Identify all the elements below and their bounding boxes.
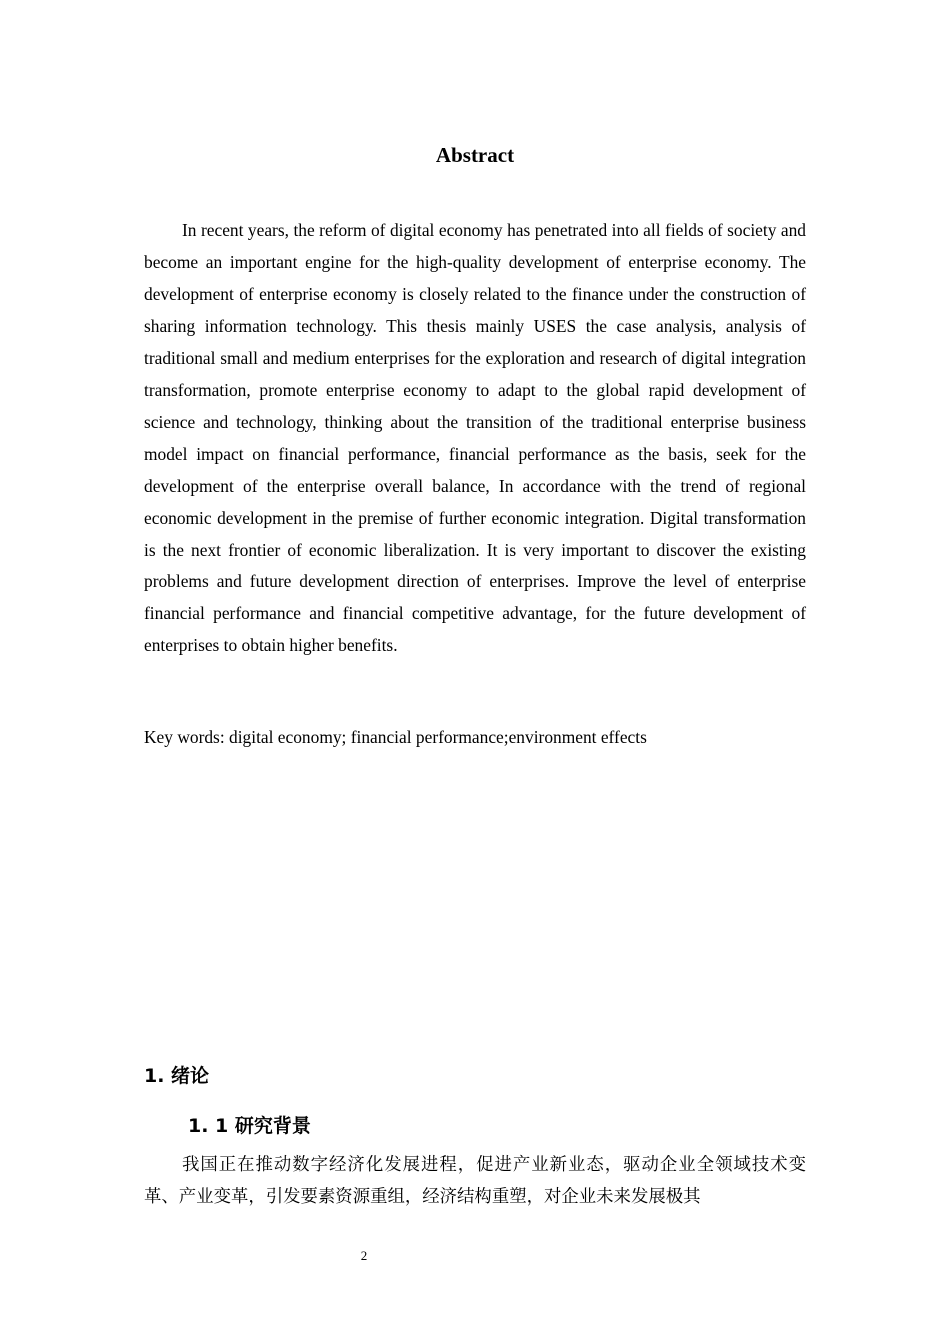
section-heading: 1. 绪论 (144, 1065, 210, 1087)
keywords-line: Key words: digital economy; financial performance;environment effects (144, 727, 647, 747)
subsection-heading: 1. 1 研究背景 (188, 1115, 311, 1137)
section-paragraph: 我国正在推动数字经济化发展进程，促进产业新业态，驱动企业全领域技术变革、产业变革，引发要素资源重组，经济结构重塑，对企业未来发展极其 (144, 1155, 806, 1207)
page-number: 2 (360, 1248, 368, 1263)
abstract-title: Abstract (435, 143, 515, 168)
abstract-paragraph: In recent years, the reform of digital economy has penetrated into all fields of society and become an important engine for the high-quality development of enterprise economy. The development of enterprise economy is closely related to the finance under the construction of sharing information technology. This thesis mainly USES the case analysis, analysis of traditional small and medium enterprises for the exploration and research of digital integration transformation, promote enterprise economy to adapt to the global rapid development of science and technology, thinking about the transition of the traditional enterprise business model impact on financial performance, financial performance as the basis, seek for the development of the enterprise overall balance, In accordance with the trend of regional economic development in the premise of further economic integration. Digital transformation is the next frontier of economic liberalization. It is very important to discover the existing problems and future development direction of enterprises. Improve the level of enterprise financial performance and financial competitive advantage, for the future development of enterprises to obtain higher benefits. (144, 220, 806, 656)
